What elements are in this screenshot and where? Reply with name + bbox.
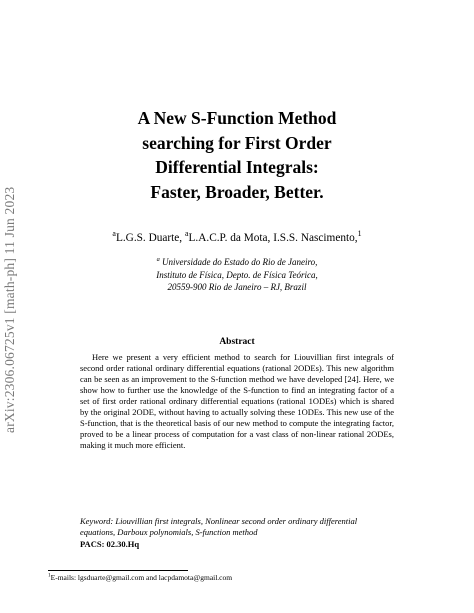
affiliation-mark: a <box>112 229 116 239</box>
arxiv-identifier: arXiv:2306.06725v1 [math-ph] 11 Jun 2023 <box>2 186 17 434</box>
footnote <box>48 573 428 582</box>
abstract-heading: Abstract <box>219 337 255 347</box>
affiliation <box>60 256 414 294</box>
title-line: Faster, Broader, Better. <box>150 181 324 202</box>
abstract-body: Here we present a very efficient method to search for Liouvillian first integrals of second order rational ordinary differential equations (rational 2ODEs). This new algorithm can be seen as an improvement to the S-function method we have developed [24]. Here, we show how to further use the knowledge of the S-function to find an integrating factor of a set of first order rational ordinary differential equations (rational 1ODEs) which is shared by the original 2ODE, without having to actually solving these 1ODEs. This new use of the S-function, that is the theoretical basis of our new method to compute the integrating factor, proved to be a linear process of computation for a vast class of non-linear rational 2ODEs, making it much more efficient. <box>80 352 394 450</box>
title-line: A New S-Function Method <box>137 108 337 128</box>
author-name: L.G.S. Duarte, <box>115 232 185 244</box>
footnote-text: E-mails: lgsduarte@gmail.com and lacpdamota@gmail.com <box>50 573 233 582</box>
footnote-mark: 1 <box>357 229 362 239</box>
affiliation-line: 20559-900 Rio de Janeiro – RJ, Brazil <box>167 282 307 292</box>
affiliation-mark: a <box>184 229 189 239</box>
title-line: searching for First Order <box>142 132 332 153</box>
affiliation-line: Instituto de Física, Depto. de Física Teórica, <box>156 269 318 280</box>
pacs-code: PACS: 02.30.Hq <box>80 539 140 549</box>
footnote-divider <box>48 570 188 571</box>
author-list <box>60 229 414 244</box>
keywords <box>80 516 394 538</box>
keywords-text: Liouvillian first integrals, Nonlinear second order ordinary differential equations, Darboux polynomials, S-function method <box>80 516 358 537</box>
paper-title <box>60 106 414 204</box>
affiliation-mark: a <box>156 256 160 263</box>
title-line: Differential Integrals: <box>155 157 319 177</box>
affiliation-text: Universidade do Estado do Rio de Janeiro, <box>159 257 318 267</box>
footnote-mark: 1 <box>48 572 51 579</box>
keywords-label: Keyword: <box>80 516 114 526</box>
affiliation-line <box>60 256 414 269</box>
author-name: L.A.C.P. da Mota, I.S.S. Nascimento, <box>188 232 358 244</box>
